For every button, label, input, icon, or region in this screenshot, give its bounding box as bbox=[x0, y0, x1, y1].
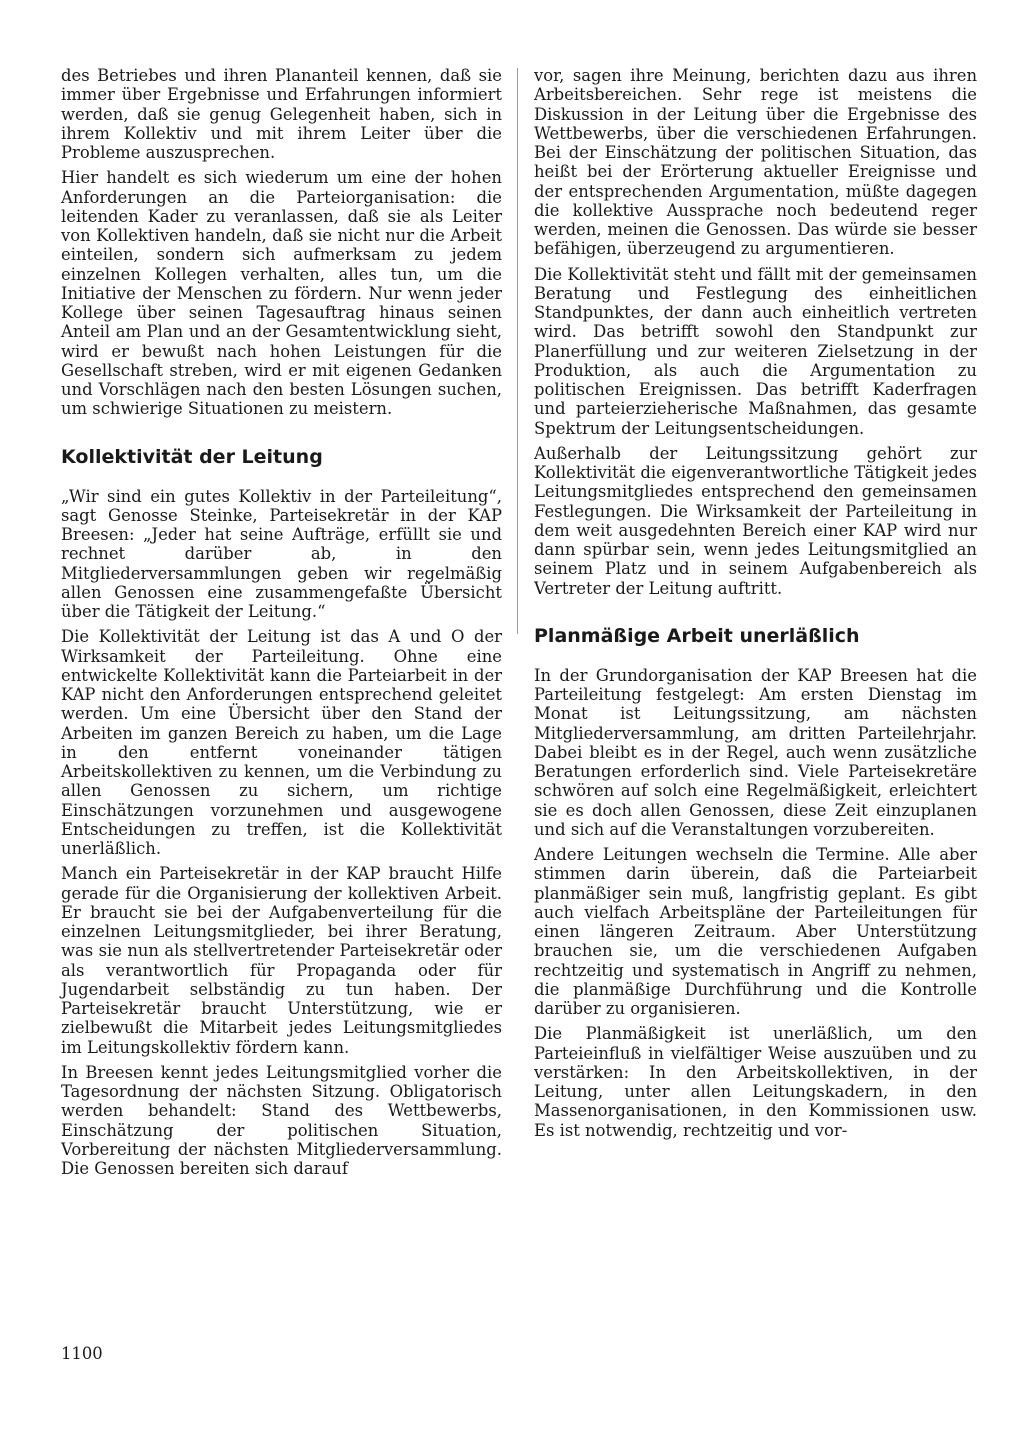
paragraph: Hier handelt es sich wiederum um eine der hohen Anforderungen an die Parteiorganisation: die leitenden Kader zu veranlassen, daß sie als Leiter von Kollektiven handeln, daß sie nicht nur die Arbeit einteilen, sondern sich aufmerksam zu jedem einzelnen Kollegen verhalten, alles tun, um die Initiative der Menschen zu fördern. Nur wenn jeder Kollege über seinen Tagesauftrag hinaus seinen Anteil am Plan und an der Gesamtentwicklung sieht, wird er bewußt nach hohen Leistungen für die Gesellschaft streben, wird er mit eigenen Gedanken und Vorschlägen nach den besten Lösungen suchen, um schwierige Situationen zu meistern. bbox=[61, 168, 502, 419]
paragraph: In Breesen kennt jedes Leitungsmitglied vorher die Tagesordnung der nächsten Sitzung. Obligatorisch werden behandelt: Stand des Wettbewerbs, Einschätzung der politischen Situation, Vorbereitung der nächsten Mitgliederversammlung. Die Genossen bereiten sich darauf bbox=[61, 1062, 502, 1178]
paragraph: vor, sagen ihre Meinung, berichten dazu aus ihren Arbeitsbereichen. Sehr rege ist meistens die Diskussion in der Leitung über die Ergebnisse des Wettbewerbs, über die verschiedenen Erfahrungen. Bei der Einschätzung der politischen Situation, das heißt bei der Erörterung aktueller Ereignisse und der entsprechenden Argumentation, müßte dagegen die kollektive Aussprache noch bedeutend reger werden, meinen die Genossen. Das würde sie besser befähigen, überzeugend zu argumentieren. bbox=[534, 66, 977, 259]
right-column bbox=[534, 66, 977, 1146]
paragraph: Die Planmäßigkeit ist unerläßlich, um den Parteieinfluß in vielfältiger Weise auszuüben und zu verstärken: In den Arbeitskollektiven, in der Leitung, unter allen Leitungskadern, in den Massenorganisationen, in den Kommissionen usw. Es ist notwendig, rechtzeitig und vor- bbox=[534, 1024, 977, 1140]
paragraph: Die Kollektivität der Leitung ist das A und O der Wirksamkeit der Parteileitung. Ohne eine entwickelte Kollektivität kann die Parteiarbeit in der KAP nicht den Anforderungen entsprechend geleitet werden. Um eine Übersicht über den Stand der Arbeiten im ganzen Bereich zu haben, um die Lage in den entfernt voneinander tätigen Arbeitskollektiven zu kennen, um die Verbindung zu allen Genossen zu sichern, um richtige Einschätzungen vorzunehmen und ausgewogene Entscheidungen zu treffen, ist die Kollektivität unerläßlich. bbox=[61, 627, 502, 858]
paragraph: Manch ein Parteisekretär in der KAP braucht Hilfe gerade für die Organisierung der kollektiven Arbeit. Er braucht sie bei der Aufgabenverteilung für die einzelnen Leitungsmitglieder, bei ihrer Beratung, was sie nun als stellvertretender Parteisekretär oder als verantwortlich für Propaganda oder für Jugendarbeit selbständig zu tun haben. Der Parteisekretär braucht Unterstützung, wie er zielbewußt die Mitarbeit jedes Leitungsmitgliedes im Leitungskollektiv fördern kann. bbox=[61, 864, 502, 1057]
section-heading-planmaessig: Planmäßige Arbeit unerläßlich bbox=[534, 624, 860, 647]
paragraph: „Wir sind ein gutes Kollektiv in der Parteileitung“, sagt Genosse Steinke, Parteisekretär in der KAP Breesen: „Jeder hat seine Aufträge, erfüllt sie und rechnet darüber ab, in den Mitgliederversammlungen geben wir regelmäßig allen Genossen eine zusammengefaßte Übersicht über die Tätigkeit der Leitung.“ bbox=[61, 486, 502, 621]
paragraph: Die Kollektivität steht und fällt mit der gemeinsamen Beratung und Festlegung des einheitlichen Standpunktes, der dann auch einheitlich vertreten wird. Das betrifft sowohl den Standpunkt zur Planerfüllung und zur weiteren Zielsetzung in der Produktion, als auch die Argumentation zu politischen Ereignissen. Das betrifft Kaderfragen und parteierzieherische Maßnahmen, das gesamte Spektrum der Leitungsentscheidungen. bbox=[534, 264, 977, 438]
paragraph: Außerhalb der Leitungssitzung gehört zur Kollektivität die eigenverantwortliche Tätigkeit jedes Leitungsmitgliedes entsprechend den gemeinsamen Festlegungen. Die Wirksamkeit der Parteileitung in dem weit ausgedehnten Bereich einer KAP wird nur dann spürbar sein, wenn jedes Leitungsmitglied an seinem Platz und in seinem Aufgabenbereich als Vertreter der Leitung auftritt. bbox=[534, 443, 977, 598]
column-divider bbox=[517, 68, 518, 634]
paragraph: Andere Leitungen wechseln die Termine. Alle aber stimmen darin überein, daß die Parteiarbeit planmäßiger sein muß, langfristig geplant. Es gibt auch vielfach Arbeitspläne der Parteileitungen für einen längeren Zeitraum. Aber Unterstützung brauchen sie, um die verschiedenen Aufgaben rechtzeitig und systematisch in Angriff zu nehmen, die planmäßige Durchführung und die Kontrolle darüber zu organisieren. bbox=[534, 845, 977, 1018]
page-number: 1100 bbox=[61, 1344, 103, 1363]
paragraph: des Betriebes und ihren Plananteil kennen, daß sie immer über Ergebnisse und Erfahrungen informiert werden, daß sie genug Gelegenheit haben, sich in ihrem Kollektiv und mit ihrem Leiter über die Probleme auszusprechen. bbox=[61, 66, 502, 162]
section-heading-kollektivitaet: Kollektivität der Leitung bbox=[61, 445, 323, 468]
paragraph: In der Grundorganisation der KAP Breesen hat die Parteileitung festgelegt: Am ersten Dienstag im Monat ist Leitungssitzung, am nächsten Mitgliederversammlung, am dritten Parteilehrjahr. Dabei bleibt es in der Regel, auch wenn zusätzliche Beratungen erforderlich sind. Viele Parteisekretäre schwören auf solch eine Regelmäßigkeit, erleichtert sie es doch allen Genossen, diese Zeit einzuplanen und sich auf die Veranstaltungen vorzubereiten. bbox=[534, 665, 977, 839]
left-column bbox=[61, 66, 502, 1184]
